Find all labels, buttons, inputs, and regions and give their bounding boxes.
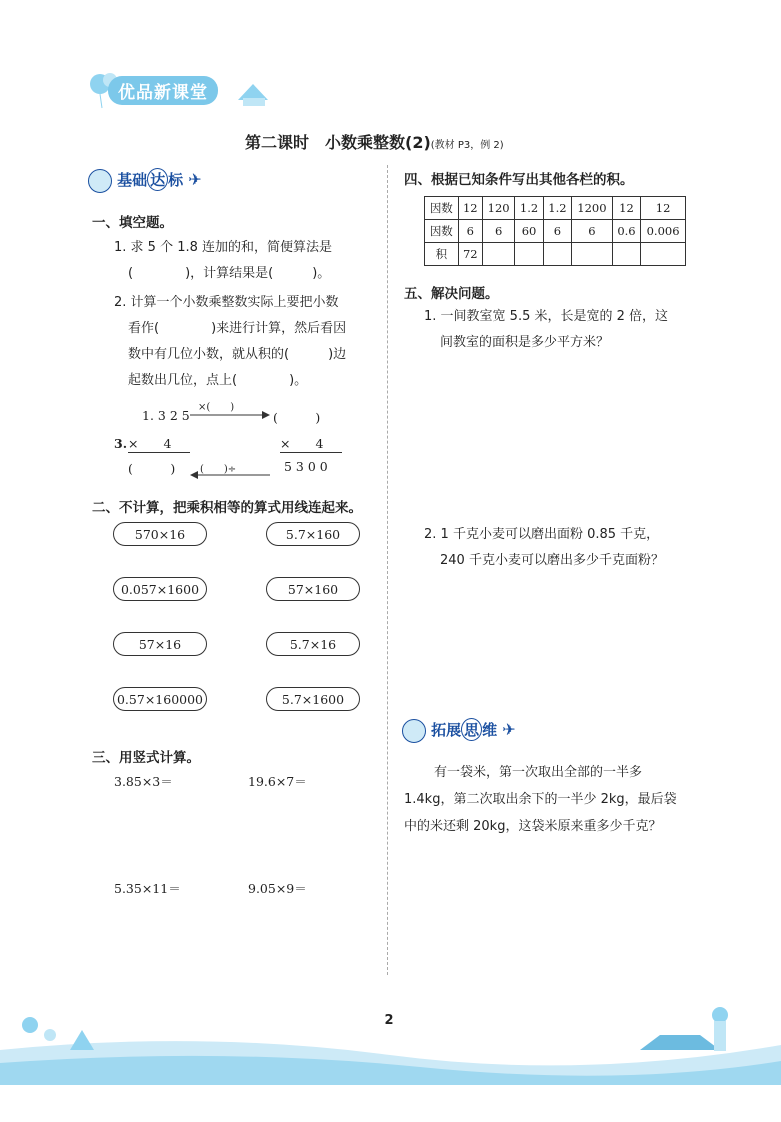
table-cell: 6 xyxy=(482,220,514,243)
q3-arrow-bottom-label: ( )÷ xyxy=(200,464,237,475)
answer-cell[interactable] xyxy=(515,243,543,266)
table-cell: 因数 xyxy=(425,197,459,220)
section-badge-basic xyxy=(88,168,202,193)
table-cell: 0.6 xyxy=(612,220,640,243)
q3-mul-right: × 4 xyxy=(280,434,342,453)
table-cell: 6 xyxy=(543,220,571,243)
page-number: 2 xyxy=(384,1013,394,1028)
badge-text-b: 思 xyxy=(461,718,482,741)
paper-plane-icon: ✈ xyxy=(502,720,516,739)
section-2-title: 二、不计算，把乘积相等的算式用线连起来。 xyxy=(92,500,362,516)
table-cell: 6 xyxy=(458,220,482,243)
badge-text-a: 拓展 xyxy=(431,721,462,739)
table-cell: 60 xyxy=(515,220,543,243)
q2-line4: 起数出几位，点上( )。 xyxy=(128,373,308,388)
arrow-right-icon xyxy=(190,410,270,420)
table-cell: 积 xyxy=(425,243,459,266)
section-1-title: 一、填空题。 xyxy=(92,215,173,231)
column-divider xyxy=(387,165,388,975)
answer-cell[interactable] xyxy=(482,243,514,266)
problem-2-line2: 240 千克小麦可以磨出多少千克面粉？ xyxy=(440,553,664,568)
q2-line3: 数中有几位小数，就从积的( )边 xyxy=(128,347,347,362)
q1-line2: ( )，计算结果是( )。 xyxy=(128,266,331,281)
extension-line2: 1.4kg，第二次取出余下的一半少 2kg，最后袋 xyxy=(404,792,677,807)
panda-icon xyxy=(402,719,426,743)
table-cell: 12 xyxy=(612,197,640,220)
table-cell: 72 xyxy=(458,243,482,266)
lesson-title xyxy=(245,130,504,153)
expr-left-1[interactable]: 570×16 xyxy=(113,522,207,546)
expr-left-3[interactable]: 57×16 xyxy=(113,632,207,656)
table-cell: 6 xyxy=(572,220,613,243)
calc-1: 3.85×3＝ xyxy=(114,774,173,789)
expr-right-1[interactable]: 5.7×160 xyxy=(266,522,360,546)
q3-bottom-left: ( ) xyxy=(128,461,176,476)
problem-2-line1: 2. 1 千克小麦可以磨出面粉 0.85 千克， xyxy=(424,527,660,542)
answer-cell[interactable] xyxy=(612,243,640,266)
table-cell: 12 xyxy=(641,197,686,220)
expr-right-4[interactable]: 5.7×1600 xyxy=(266,687,360,711)
badge-text-c: 标 xyxy=(168,171,184,189)
section-badge-extension xyxy=(402,718,516,743)
arrow-left-icon xyxy=(190,470,270,480)
footer-wave-decoration xyxy=(0,995,781,1085)
panda-icon xyxy=(88,169,112,193)
q3-number: 3. xyxy=(114,436,128,451)
calc-3: 5.35×11＝ xyxy=(114,881,181,896)
expr-left-4[interactable]: 0.57×160000 xyxy=(113,687,207,711)
section-5-title: 五、解决问题。 xyxy=(404,286,499,302)
table-cell: 1200 xyxy=(572,197,613,220)
expr-right-3[interactable]: 5.7×16 xyxy=(266,632,360,656)
expr-right-2[interactable]: 57×160 xyxy=(266,577,360,601)
problem-1-line2: 间教室的面积是多少平方米？ xyxy=(440,335,610,350)
table-row xyxy=(425,243,686,266)
extension-line3: 中的米还剩 20kg，这袋米原来重多少千克？ xyxy=(404,819,662,834)
lesson-title-text: 第二课时 小数乘整数(2) xyxy=(245,133,431,152)
answer-cell[interactable] xyxy=(641,243,686,266)
section-4-title: 四、根据已知条件写出其他各栏的积。 xyxy=(404,172,634,188)
extension-line1: 有一袋米，第一次取出全部的一半多 xyxy=(434,765,643,780)
expr-left-2[interactable]: 0.057×1600 xyxy=(113,577,207,601)
answer-cell[interactable] xyxy=(572,243,613,266)
lesson-note: (教材 P3，例 2) xyxy=(430,140,504,151)
brand-name: 优品新课堂 xyxy=(108,76,218,105)
q3-top-right: ( ) xyxy=(273,410,321,425)
q1-line1: 1. 求 5 个 1.8 连加的和，简便算法是 xyxy=(114,240,333,255)
table-row xyxy=(425,220,686,243)
q3-mul-left: × 4 xyxy=(128,434,190,453)
problem-1-line1: 1. 一间教室宽 5.5 米，长是宽的 2 倍，这 xyxy=(424,309,669,324)
section-3-title: 三、用竖式计算。 xyxy=(92,750,200,766)
table-cell: 1.2 xyxy=(515,197,543,220)
badge-text-a: 基础 xyxy=(117,171,148,189)
answer-cell[interactable] xyxy=(543,243,571,266)
badge-text-c: 维 xyxy=(482,721,498,739)
table-cell: 12 xyxy=(458,197,482,220)
table-row xyxy=(425,197,686,220)
table-cell: 1.2 xyxy=(543,197,571,220)
paper-plane-icon: ✈ xyxy=(188,170,202,189)
table-cell: 因数 xyxy=(425,220,459,243)
calc-4: 9.05×9＝ xyxy=(248,881,307,896)
q2-line2: 看作( )来进行计算，然后看因 xyxy=(128,321,347,336)
calc-2: 19.6×7＝ xyxy=(248,774,307,789)
table-cell: 0.006 xyxy=(641,220,686,243)
q3-bottom-right: 5 3 0 0 xyxy=(284,459,328,474)
q3-arrow-top-label: ×( ) xyxy=(198,402,235,413)
badge-text-b: 达 xyxy=(147,168,168,191)
q2-line1: 2. 计算一个小数乘整数实际上要把小数 xyxy=(114,295,339,310)
q3-top-left: 1. 3 2 5 xyxy=(142,408,190,423)
table-cell: 120 xyxy=(482,197,514,220)
product-table xyxy=(424,196,686,266)
